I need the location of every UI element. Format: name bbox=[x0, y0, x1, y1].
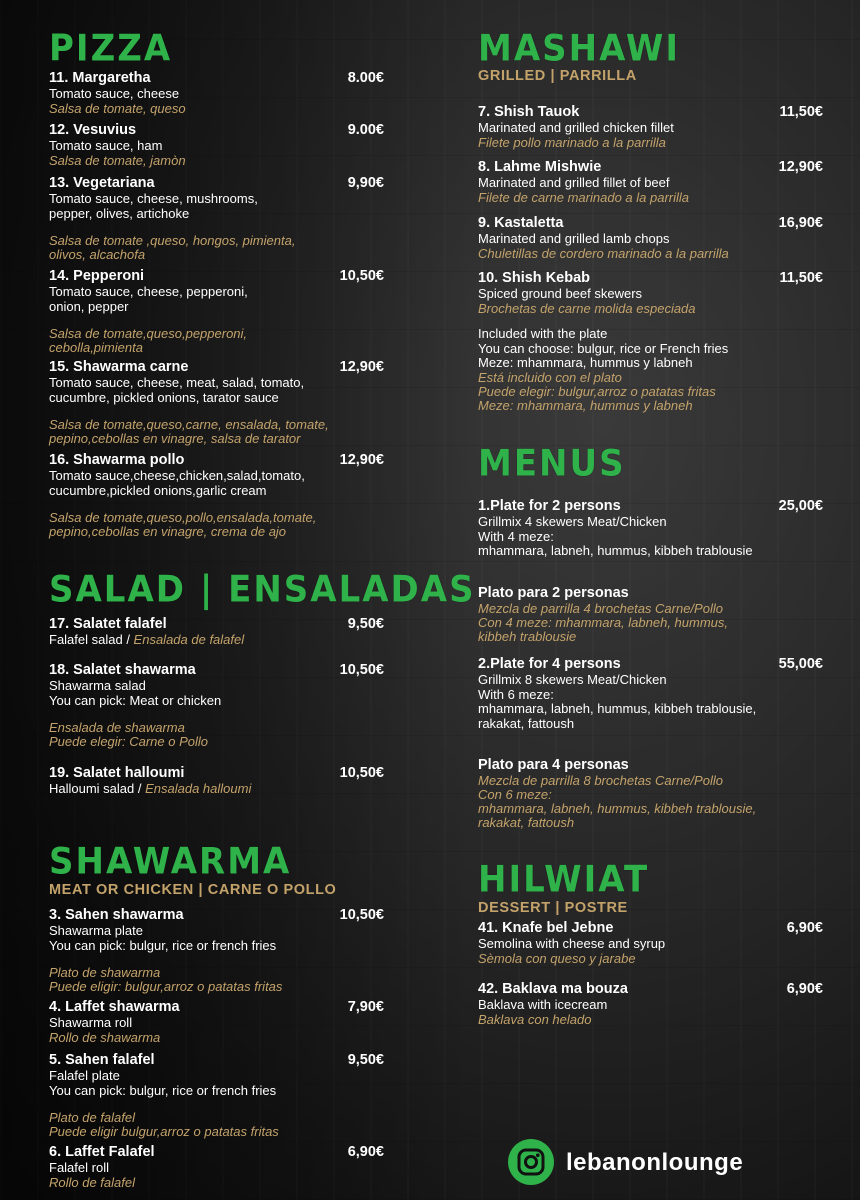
mashawi-subheading: GRILLED | PARRILLA bbox=[478, 68, 637, 84]
description-es: Salsa de tomate, jamòn bbox=[49, 152, 186, 168]
item-description bbox=[49, 782, 384, 797]
description-en: Halloumi salad / bbox=[49, 781, 146, 796]
instagram-icon bbox=[508, 1139, 554, 1185]
menu-item bbox=[478, 215, 823, 261]
menu-item bbox=[478, 585, 823, 644]
description-en: Marinated and grilled lamb chops bbox=[478, 231, 670, 246]
description-es: pepino,cebollas en vinagre, crema de ajo bbox=[49, 524, 287, 539]
instagram-handle: lebanonlounge bbox=[566, 1149, 744, 1176]
item-name: 41. Knafe bel Jebne bbox=[478, 920, 614, 936]
description-en: Shawarma salad bbox=[49, 678, 146, 693]
description-en: Grillmix 4 skewers Meat/Chicken bbox=[478, 514, 667, 529]
description-es: olivos, alcachofa bbox=[49, 247, 146, 262]
description-es: Salsa de tomate, queso bbox=[49, 100, 186, 116]
item-price: 11,50€ bbox=[779, 270, 823, 286]
description-en: Tomato sauce, cheese, pepperoni, bbox=[49, 284, 248, 299]
menu-item bbox=[478, 159, 823, 205]
item-name: 18. Salatet shawarma bbox=[49, 662, 196, 678]
item-price: 6,90€ bbox=[786, 981, 823, 997]
description-en: cucumbre, pickled onions, tarator sauce bbox=[49, 389, 279, 405]
description-en: Tomato sauce, cheese, mushrooms, bbox=[49, 191, 258, 206]
item-price: 25,00€ bbox=[778, 498, 823, 514]
pizza-heading: PIZZA bbox=[49, 27, 173, 71]
description-es: Plato de shawarma bbox=[49, 965, 161, 980]
item-price: 8.00€ bbox=[347, 70, 384, 86]
description-en: Tomato sauce, ham bbox=[49, 138, 163, 153]
item-name: 19. Salatet halloumi bbox=[49, 765, 185, 781]
item-price: 12,90€ bbox=[778, 159, 823, 175]
item-name: 7. Shish Tauok bbox=[478, 104, 580, 120]
description-en: Tomato sauce, cheese, meat, salad, tomato, bbox=[49, 375, 305, 390]
menu-item bbox=[478, 757, 823, 830]
description-es: Plato de falafel bbox=[49, 1110, 136, 1125]
item-price: 7,90€ bbox=[347, 999, 384, 1015]
description-es: Baklava con helado bbox=[478, 1011, 592, 1027]
description-es: Salsa de tomate,queso,pollo,ensalada,tomate, bbox=[49, 510, 317, 525]
description-en: cucumbre,pickled onions,garlic cream bbox=[49, 482, 267, 498]
description-en: Shawarma roll bbox=[49, 1015, 133, 1030]
item-name: 6. Laffet Falafel bbox=[49, 1144, 155, 1160]
note-es-line: Puede elegir: bulgur,arroz o patatas fritas bbox=[478, 383, 716, 399]
menu-item bbox=[49, 268, 384, 355]
description-en: onion, pepper bbox=[49, 298, 129, 314]
menu-item bbox=[478, 981, 823, 1027]
item-name: 42. Baklava ma bouza bbox=[478, 981, 628, 997]
item-name: 14. Pepperoni bbox=[49, 268, 145, 284]
description-en: mhammara, labneh, hummus, kibbeh trablousie, bbox=[478, 701, 757, 716]
menu-item bbox=[49, 122, 384, 168]
description-en: Falafel roll bbox=[49, 1160, 109, 1175]
description-en: Falafel plate bbox=[49, 1068, 120, 1083]
description-es: Ensalada de shawarma bbox=[49, 720, 185, 735]
item-name: 17. Salatet falafel bbox=[49, 616, 167, 632]
description-es: Mezcla de parrilla 4 brochetas Carne/Pollo bbox=[478, 601, 723, 616]
shawarma-subheading: MEAT OR CHICKEN | CARNE O POLLO bbox=[49, 882, 337, 898]
description-es: Filete pollo marinado a la parrilla bbox=[478, 134, 666, 150]
item-price: 6,90€ bbox=[347, 1144, 384, 1160]
menu-item bbox=[49, 452, 384, 539]
item-name: 3. Sahen shawarma bbox=[49, 907, 184, 923]
item-name: 8. Lahme Mishwie bbox=[478, 159, 602, 175]
item-price: 6,90€ bbox=[786, 920, 823, 936]
description-en: Tomato sauce,cheese,chicken,salad,tomato, bbox=[49, 468, 305, 483]
menu-item bbox=[49, 1144, 384, 1190]
description-es: Con 4 meze: mhammara, labneh, hummus, bbox=[478, 615, 728, 630]
menu-item bbox=[49, 70, 384, 116]
instagram-link[interactable] bbox=[508, 1139, 808, 1183]
description-es: Salsa de tomate,queso,pepperoni, bbox=[49, 326, 248, 341]
item-name: 16. Shawarma pollo bbox=[49, 452, 185, 468]
salad-heading: SALAD | ENSALADAS bbox=[49, 568, 476, 612]
description-es: kibbeh trablousie bbox=[478, 629, 577, 644]
description-en: rakakat, fattoush bbox=[478, 715, 575, 731]
item-price: 11,50€ bbox=[779, 104, 823, 120]
item-name: Plato para 2 personas bbox=[478, 585, 629, 601]
description-es: Salsa de tomate ,queso, hongos, pimienta, bbox=[49, 233, 296, 248]
menu-item bbox=[478, 270, 823, 316]
item-price: 10,50€ bbox=[339, 268, 384, 284]
menu-item bbox=[478, 104, 823, 150]
menu-item bbox=[478, 656, 823, 731]
mashawi-included-note bbox=[478, 327, 823, 413]
menu-item bbox=[49, 999, 384, 1045]
item-price: 9,50€ bbox=[347, 616, 384, 632]
note-en-line: Meze: mhammara, hummus y labneh bbox=[478, 355, 693, 370]
description-en: You can pick: bulgur, rice or french fries bbox=[49, 1082, 277, 1098]
description-en: You can pick: bulgur, rice or french fries bbox=[49, 937, 277, 953]
item-price: 55,00€ bbox=[778, 656, 823, 672]
description-en: Spiced ground beef skewers bbox=[478, 286, 643, 301]
mashawi-heading: MASHAWI bbox=[478, 27, 681, 71]
item-name: 4. Laffet shawarma bbox=[49, 999, 180, 1015]
menu-item bbox=[49, 907, 384, 994]
item-price: 12,90€ bbox=[339, 452, 384, 468]
description-es: Mezcla de parrilla 8 brochetas Carne/Pollo bbox=[478, 773, 723, 788]
note-es-line: Meze: mhammara, hummus y labneh bbox=[478, 397, 693, 413]
description-es: Rollo de shawarma bbox=[49, 1029, 161, 1045]
description-es: Salsa de tomate,queso,carne, ensalada, tomate, bbox=[49, 417, 329, 432]
description-es: Puede elegir: Carne o Pollo bbox=[49, 734, 208, 749]
item-price: 9.00€ bbox=[347, 122, 384, 138]
menu-item bbox=[49, 359, 384, 446]
item-name: 1.Plate for 2 persons bbox=[478, 498, 621, 514]
description-en: With 6 meze: bbox=[478, 686, 554, 702]
description-en: pepper, olives, artichoke bbox=[49, 205, 190, 221]
description-en: With 4 meze: bbox=[478, 528, 554, 544]
item-price: 12,90€ bbox=[339, 359, 384, 375]
item-name: 13. Vegetariana bbox=[49, 175, 155, 191]
shawarma-heading: SHAWARMA bbox=[49, 840, 292, 884]
description-es: Filete de carne marinado a la parrilla bbox=[478, 189, 689, 205]
description-en: Semolina with cheese and syrup bbox=[478, 936, 666, 951]
item-price: 9,90€ bbox=[347, 175, 384, 191]
hilwiat-subheading: DESSERT | POSTRE bbox=[478, 900, 628, 916]
note-en-line: Included with the plate bbox=[478, 326, 608, 341]
description-en: mhammara, labneh, hummus, kibbeh trablousie bbox=[478, 543, 753, 558]
menu-item bbox=[49, 1052, 384, 1139]
menu-item bbox=[49, 616, 384, 648]
description-es: Con 6 meze: bbox=[478, 787, 552, 802]
item-price: 16,90€ bbox=[778, 215, 823, 231]
menu-item bbox=[478, 920, 823, 966]
description-es: Rollo de falafel bbox=[49, 1174, 135, 1190]
description-es: cebolla,pimienta bbox=[49, 340, 143, 355]
description-en: Marinated and grilled chicken fillet bbox=[478, 120, 674, 135]
item-name: 9. Kastaletta bbox=[478, 215, 564, 231]
item-name: Plato para 4 personas bbox=[478, 757, 629, 773]
item-name: 15. Shawarma carne bbox=[49, 359, 189, 375]
description-es: Sèmola con queso y jarabe bbox=[478, 950, 636, 966]
description-en: Falafel salad / bbox=[49, 632, 134, 647]
item-name: 5. Sahen falafel bbox=[49, 1052, 155, 1068]
item-description bbox=[49, 633, 384, 648]
description-es: pepino,cebollas en vinagre, salsa de tarator bbox=[49, 431, 301, 446]
menu-item bbox=[478, 498, 823, 559]
menu-item bbox=[49, 765, 384, 797]
note-en-line: You can choose: bulgur, rice or French fries bbox=[478, 340, 729, 356]
item-name: 12. Vesuvius bbox=[49, 122, 137, 138]
item-price: 10,50€ bbox=[339, 765, 384, 781]
description-es: rakakat, fattoush bbox=[478, 815, 575, 830]
item-price: 10,50€ bbox=[339, 907, 384, 923]
description-es: Ensalada de falafel bbox=[133, 632, 245, 647]
description-es: Puede eligir: bulgur,arroz o patatas fritas bbox=[49, 979, 283, 994]
item-name: 11. Margaretha bbox=[49, 70, 151, 86]
item-price: 9,50€ bbox=[347, 1052, 384, 1068]
description-es: mhammara, labneh, hummus, kibbeh trablousie, bbox=[478, 801, 757, 816]
item-name: 2.Plate for 4 persons bbox=[478, 656, 621, 672]
menus-heading: MENUS bbox=[478, 442, 626, 486]
hilwiat-heading: HILWIAT bbox=[478, 858, 650, 902]
description-es: Chuletillas de cordero marinado a la parrilla bbox=[478, 245, 729, 261]
description-en: Shawarma plate bbox=[49, 923, 143, 938]
description-es: Brochetas de carne molida especiada bbox=[478, 300, 696, 316]
note-es-line: Está incluido con el plato bbox=[478, 369, 622, 385]
description-es: Ensalada halloumi bbox=[145, 781, 252, 796]
description-en: Tomato sauce, cheese bbox=[49, 86, 180, 101]
description-en: Baklava with icecream bbox=[478, 997, 608, 1012]
menu-item bbox=[49, 175, 384, 262]
description-es: Puede eligir bulgur,arroz o patatas fritas bbox=[49, 1124, 279, 1139]
item-price: 10,50€ bbox=[339, 662, 384, 678]
description-en: Marinated and grilled fillet of beef bbox=[478, 175, 670, 190]
description-en: You can pick: Meat or chicken bbox=[49, 692, 222, 708]
description-en: Grillmix 8 skewers Meat/Chicken bbox=[478, 672, 667, 687]
menu-item bbox=[49, 662, 384, 749]
item-name: 10. Shish Kebab bbox=[478, 270, 591, 286]
